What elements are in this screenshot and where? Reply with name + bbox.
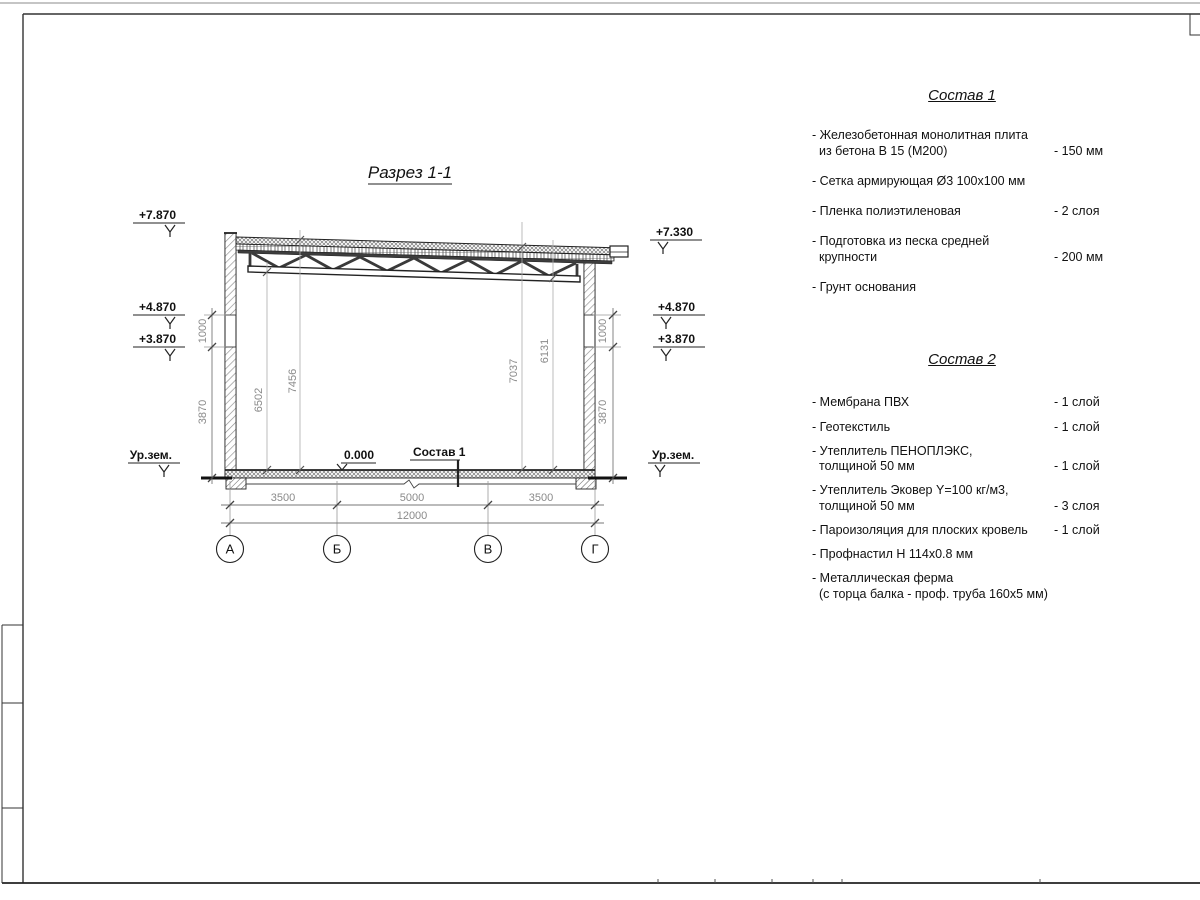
axis-b: Б	[332, 541, 342, 557]
spec-line: - Металлическая ферма	[812, 571, 954, 586]
spec-line: - Утеплитель Эковер Y=100 кг/м3,	[812, 483, 1009, 498]
foundation-right	[576, 478, 596, 489]
spec-item-text	[812, 547, 973, 562]
zero-label: 0.000	[344, 448, 375, 462]
spec-item	[812, 547, 1112, 562]
spec-item-value: - 2 слоя	[1054, 204, 1100, 219]
composition-1-title: Состав 1	[928, 87, 996, 104]
spec-item-text	[812, 204, 961, 219]
section-title	[368, 163, 452, 184]
spec-item	[812, 204, 1112, 219]
axis-bubbles	[217, 536, 609, 563]
spec-item-value: - 150 мм	[1054, 143, 1104, 158]
axis-g: Г	[591, 541, 599, 557]
spec-item	[812, 395, 1112, 410]
elev-right-ground: Ур.зем.	[652, 448, 695, 462]
dim-span-bv: 5000	[399, 492, 425, 504]
dim-7037: 7037	[508, 358, 520, 384]
truss-bottom-chord	[248, 266, 580, 282]
dim-left-1000: 1000	[197, 318, 209, 344]
spec-line: - Мембрана ПВХ	[812, 395, 910, 410]
dim-span-ab: 3500	[270, 492, 296, 504]
spec-item-text	[812, 234, 989, 265]
elevation-marks-right	[648, 240, 705, 477]
spec-line: - Утеплитель ПЕНОПЛЭКС,	[812, 443, 973, 458]
composition-list-2	[812, 351, 1112, 611]
spec-item-value: - 3 слоя	[1054, 498, 1100, 513]
elev-left-3870: +3.870	[138, 332, 176, 346]
spec-item-text	[812, 395, 909, 410]
floor-composition-leader	[410, 445, 466, 487]
elev-left-ground: Ур.зем.	[129, 448, 172, 462]
spec-item-text	[812, 444, 972, 475]
spec-line: - Пароизоляция для плоских кровель	[812, 522, 1028, 537]
foundation-left	[226, 478, 246, 489]
spec-item-text	[812, 483, 1008, 514]
spec-line: - Железобетонная монолитная плита	[812, 128, 1028, 143]
section-title-label: Разрез 1-1	[367, 163, 453, 182]
dim-total: 12000	[396, 510, 428, 522]
spec-item	[812, 280, 1112, 295]
roof-edge-fascia	[610, 246, 628, 257]
spec-item-text	[812, 174, 1025, 189]
spec-item-text	[812, 523, 1028, 538]
elev-right-4870: +4.870	[658, 300, 696, 314]
spec-line: толщиной 50 мм	[819, 498, 915, 513]
elev-left-7870: +7.870	[138, 208, 176, 222]
elev-right-7330: +7.330	[656, 225, 694, 239]
spec-line: - Сетка армирующая Ø3 100x100 мм	[812, 173, 1026, 188]
spec-line: толщиной 50 мм	[819, 459, 915, 474]
elev-right-3870: +3.870	[658, 332, 696, 346]
spec-item-value: - 200 мм	[1054, 249, 1104, 264]
spec-line: - Профнастил Н 114x0.8 мм	[812, 547, 974, 562]
spec-item-text	[812, 571, 1048, 602]
axis-v: В	[483, 541, 493, 557]
spec-item-value: - 1 слой	[1054, 522, 1100, 537]
spec-item	[812, 420, 1112, 435]
spec-line: из бетона В 15 (М200)	[819, 143, 948, 158]
spec-item	[812, 128, 1112, 159]
dim-right-1000: 1000	[597, 318, 609, 344]
spec-item-value: - 1 слой	[1054, 395, 1100, 410]
spec-item-value: - 1 слой	[1054, 459, 1100, 474]
span-dimensions	[221, 481, 604, 536]
composition-list-1	[812, 87, 1112, 310]
elevation-marks-left	[128, 223, 185, 477]
dim-span-vg: 3500	[528, 492, 554, 504]
spec-line: - Пленка полиэтиленовая	[812, 204, 961, 219]
axis-a: А	[225, 541, 235, 557]
spec-line: - Геотекстиль	[812, 419, 891, 434]
dim-7456: 7456	[287, 368, 299, 394]
zero-mark	[337, 448, 376, 470]
dim-6502: 6502	[253, 387, 265, 413]
dim-6131: 6131	[539, 338, 551, 364]
spec-item-value: - 1 слой	[1054, 419, 1100, 434]
spec-item	[812, 234, 1112, 265]
spec-item	[812, 571, 1112, 602]
spec-line: (с торца балка - проф. труба 160x5 мм)	[819, 586, 1048, 601]
spec-item	[812, 174, 1112, 189]
elev-left-4870: +4.870	[138, 300, 176, 314]
spec-item	[812, 483, 1112, 514]
spec-item	[812, 444, 1112, 475]
spec-line: - Подготовка из песка средней	[812, 234, 990, 249]
spec-item-text	[812, 420, 890, 435]
dim-right-3870: 3870	[597, 399, 609, 425]
spec-line: крупности	[819, 249, 878, 264]
floor-slab	[225, 470, 595, 478]
dim-left-3870: 3870	[197, 399, 209, 425]
spec-item-text	[812, 280, 916, 295]
spec-item-text	[812, 128, 1028, 159]
floor-leader-label: Состав 1	[413, 445, 466, 459]
spec-item	[812, 523, 1112, 538]
composition-2-title: Состав 2	[928, 351, 996, 368]
spec-line: - Грунт основания	[812, 279, 917, 294]
